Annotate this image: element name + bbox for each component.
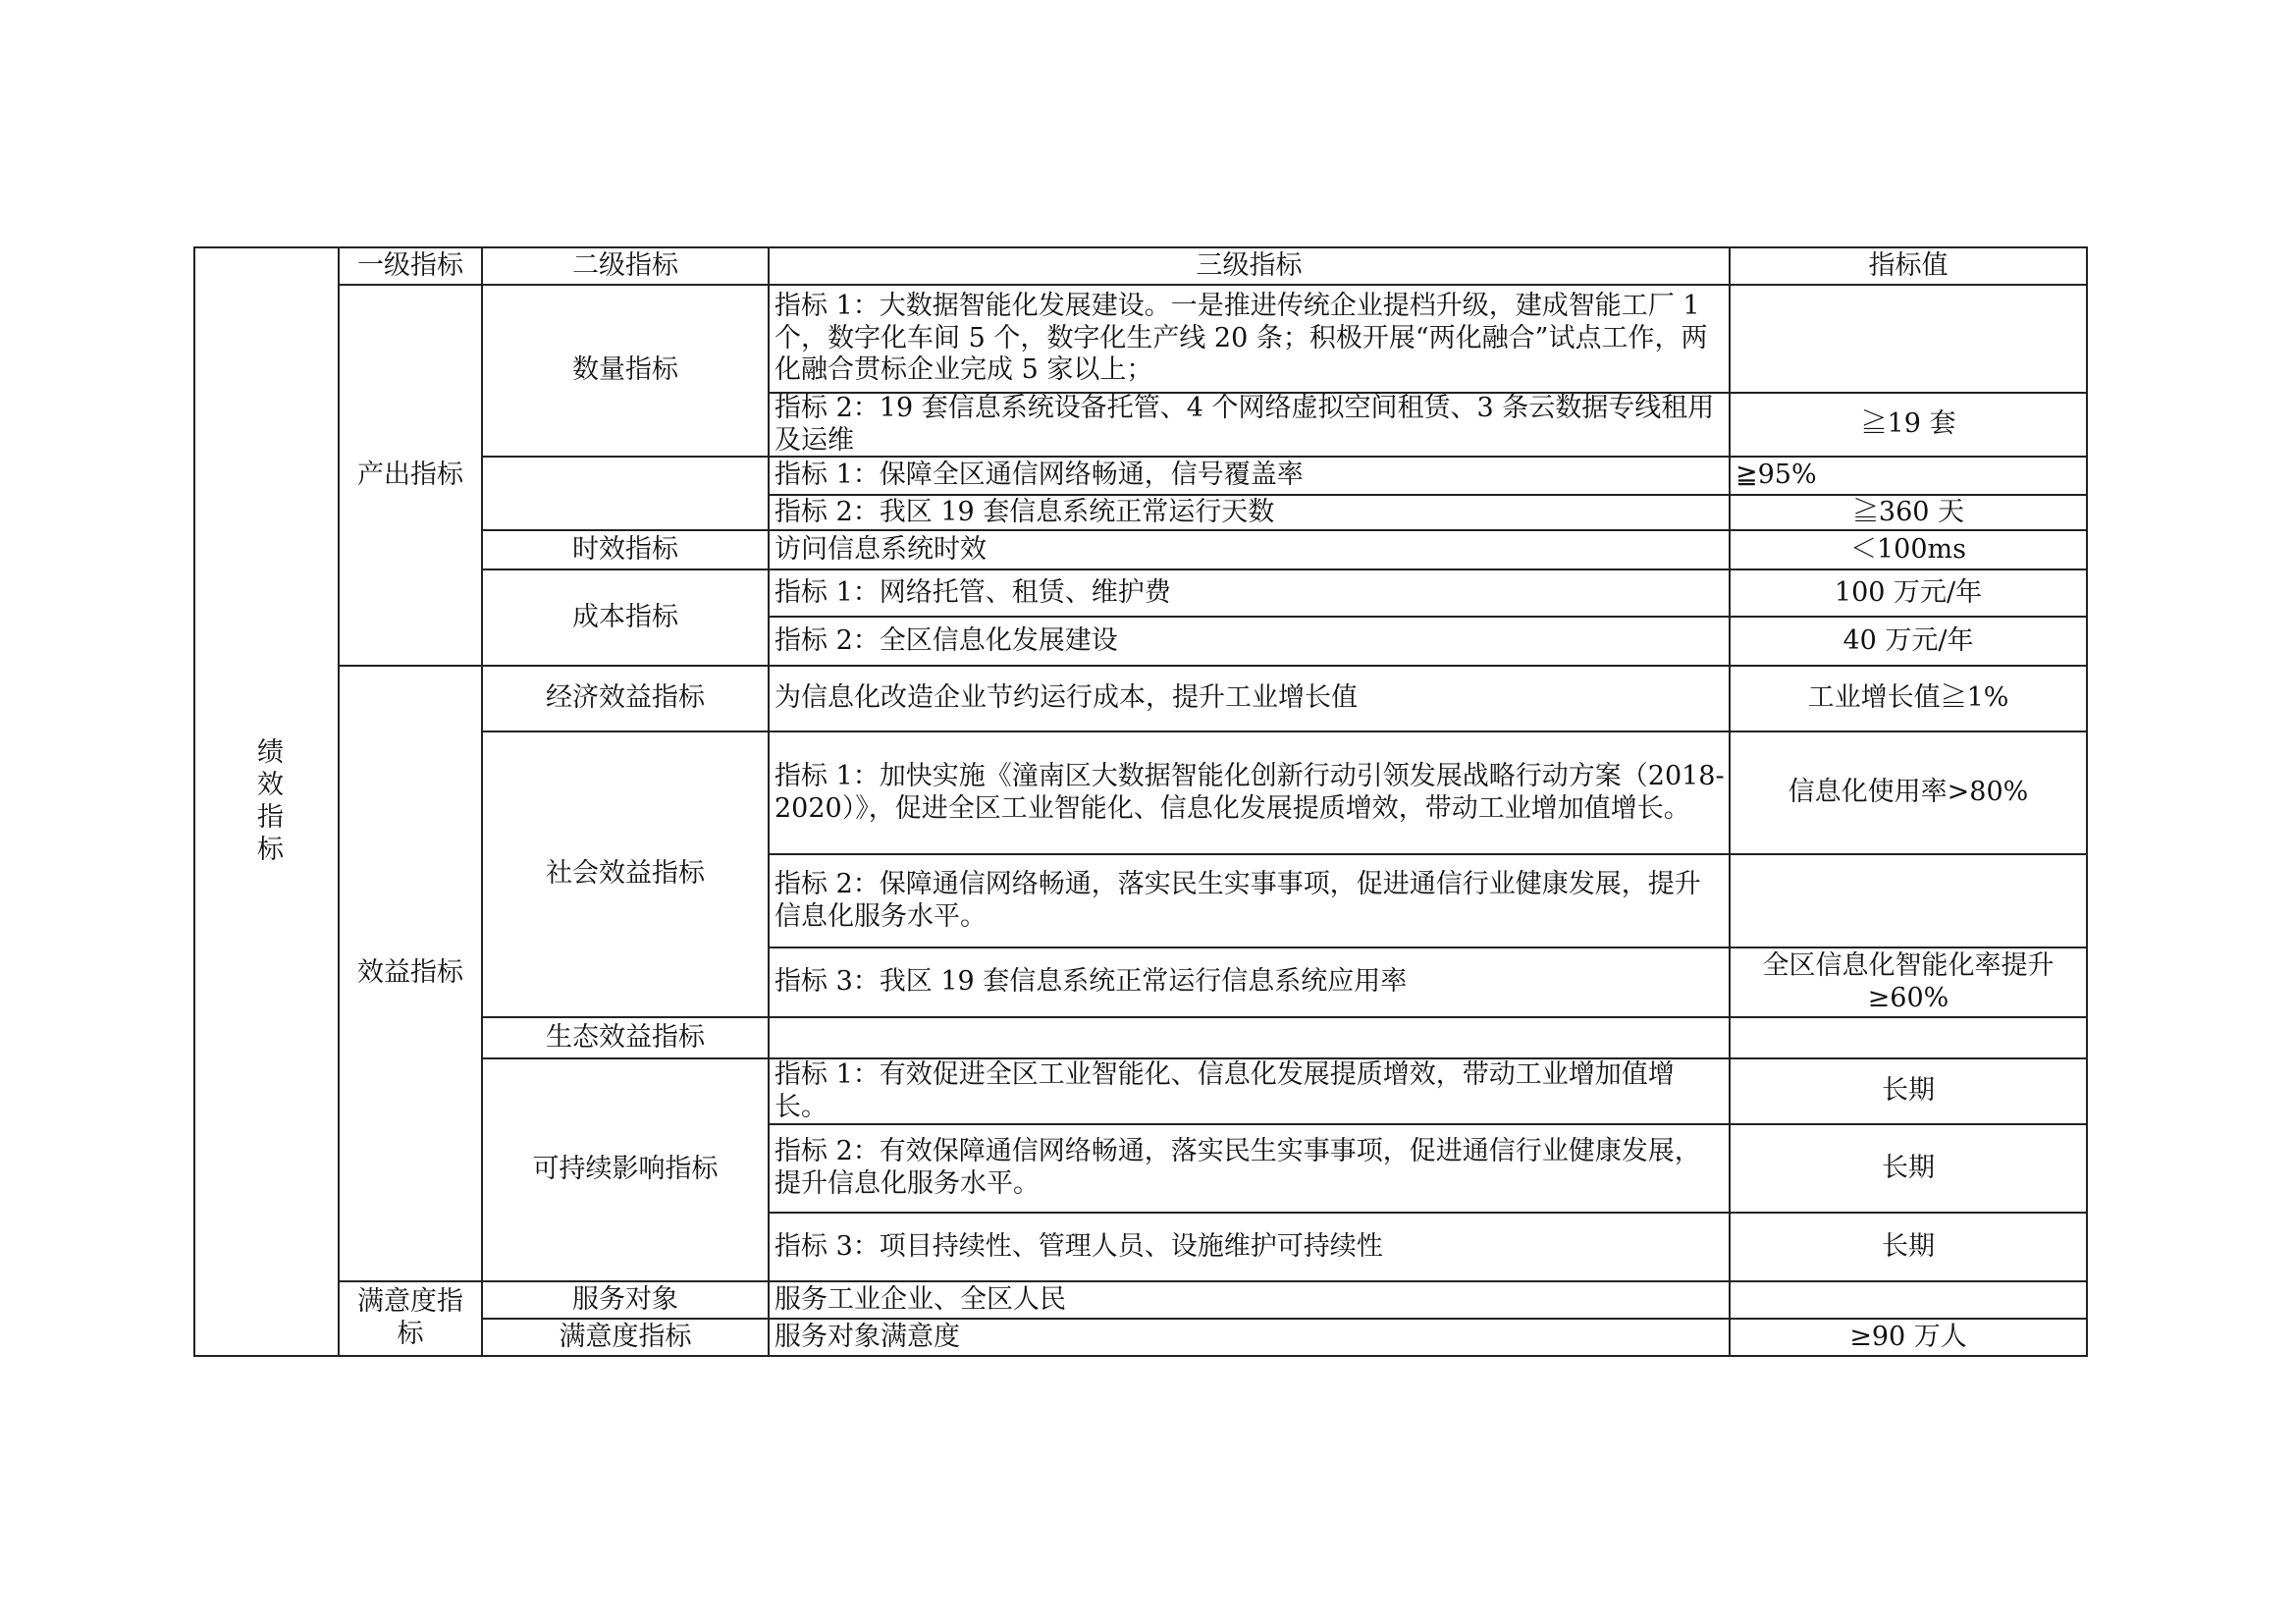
row-header-performance <box>194 247 339 1356</box>
indicator-text: 指标 1：加快实施《潼南区大数据智能化创新行动引领发展战略行动方案（2018-2020）》，促进全区工业智能化、信息化发展提质增效，带动工业增加值增长。 <box>774 760 1725 824</box>
subgroup-quantity: 数量指标 <box>572 354 678 386</box>
header-value: 指标值 <box>1868 249 1949 281</box>
indicator-text: 指标 2：有效保障通信网络畅通，落实民生实事事项，促进通信行业健康发展，提升信息化服务水平。 <box>774 1136 1701 1199</box>
group-benefit: 效益指标 <box>357 957 463 989</box>
indicator-value: ≧95% <box>1735 460 1817 491</box>
subgroup-service-object: 服务对象 <box>572 1283 678 1315</box>
indicator-text: 指标 1：保障全区通信网络畅通，信号覆盖率 <box>774 460 1304 491</box>
indicator-text: 指标 3：我区 19 套信息系统正常运行信息系统应用率 <box>774 966 1408 998</box>
indicator-value: 长期 <box>1882 1230 1935 1262</box>
indicator-value: 工业增长值≧1% <box>1807 682 2009 714</box>
indicator-value: 全区信息化智能化率提升≥60% <box>1762 949 2055 1013</box>
indicator-value: 长期 <box>1882 1075 1935 1107</box>
indicator-text: 访问信息系统时效 <box>774 533 987 565</box>
indicator-value: 40 万元/年 <box>1842 624 1974 656</box>
subgroup-economic: 经济效益指标 <box>546 682 705 714</box>
subgroup-ecological: 生态效益指标 <box>546 1021 705 1053</box>
indicator-text: 指标 2：我区 19 套信息系统正常运行天数 <box>774 496 1275 527</box>
indicator-text: 服务工业企业、全区人民 <box>774 1283 1066 1315</box>
indicator-text: 指标 2：全区信息化发展建设 <box>774 624 1118 656</box>
indicator-value <box>1730 285 2087 393</box>
indicator-text: 指标 1：有效促进全区工业智能化、信息化发展提质增效，带动工业增加值增长。 <box>774 1058 1675 1122</box>
indicator-value: ≧360 天 <box>1851 496 1965 527</box>
indicator-value <box>1730 1281 2087 1319</box>
indicator-value <box>1730 854 2087 947</box>
row-header-label: 绩效指标 <box>251 736 283 867</box>
indicator-text: 为信息化改造企业节约运行成本，提升工业增长值 <box>774 682 1358 714</box>
indicator-text <box>769 1017 1730 1058</box>
group-satisfaction: 满意度指标 <box>357 1286 463 1349</box>
indicator-value: ＜100ms <box>1850 533 1966 565</box>
group-output: 产出指标 <box>357 459 463 490</box>
subgroup-satisfaction-index: 满意度指标 <box>559 1321 692 1352</box>
indicator-text: 服务对象满意度 <box>774 1321 960 1352</box>
indicator-value: 长期 <box>1882 1152 1935 1183</box>
indicator-text: 指标 2：保障通信网络畅通，落实民生实事事项，促进通信行业健康发展，提升信息化服务水平。 <box>774 868 1701 932</box>
subgroup-social: 社会效益指标 <box>546 858 705 890</box>
header-level3: 三级指标 <box>1196 249 1303 281</box>
indicator-text: 指标 1：网络托管、租赁、维护费 <box>774 576 1171 608</box>
indicator-value <box>1730 1017 2087 1058</box>
indicator-value: 信息化使用率>80% <box>1788 777 2029 808</box>
indicator-value: 100 万元/年 <box>1834 576 1983 608</box>
indicator-text: 指标 3：项目持续性、管理人员、设施维护可持续性 <box>774 1230 1383 1262</box>
indicator-value: ≥90 万人 <box>1849 1321 1967 1352</box>
indicator-text: 指标 2：19 套信息系统设备托管、4 个网络虚拟空间租赁、3 条云数据专线租用及运维 <box>774 392 1715 456</box>
header-level1: 一级指标 <box>357 249 463 281</box>
subgroup-sustainable: 可持续影响指标 <box>532 1154 719 1185</box>
subgroup-cost: 成本指标 <box>572 601 678 632</box>
subgroup-timeliness: 时效指标 <box>572 533 678 565</box>
header-level2: 二级指标 <box>572 249 678 281</box>
indicator-value: ≧19 套 <box>1860 408 1956 440</box>
indicator-text: 指标 1：大数据智能化发展建设。一是推进传统企业提档升级，建成智能工厂 1 个，数字化车间 5 个，数字化生产线 20 条；积极开展“两化融合”试点工作，两化融合贯标企业完成 5 家以上； <box>774 290 1708 386</box>
